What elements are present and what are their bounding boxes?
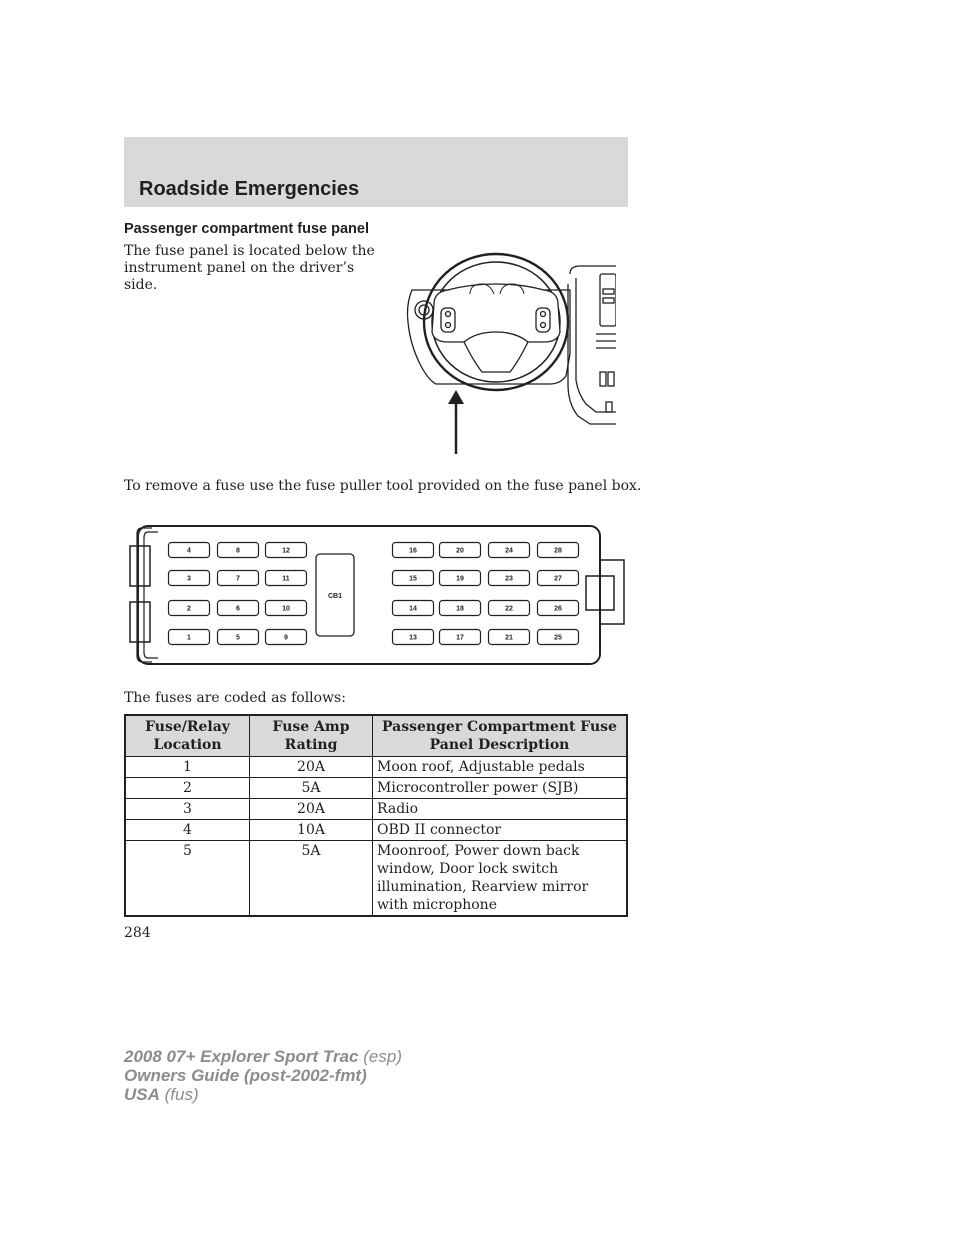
fuse-slot-label: 16 <box>409 547 417 555</box>
subheading: Passenger compartment fuse panel <box>124 221 369 237</box>
fuse-slot-label: 5 <box>236 634 240 642</box>
remove-fuse-instruction: To remove a fuse use the fuse puller tool provided on the fuse panel box. <box>124 478 642 494</box>
coded-intro: The fuses are coded as follows: <box>124 690 346 706</box>
page-number: 284 <box>124 925 151 941</box>
footer-model-code: (esp) <box>363 1047 402 1066</box>
fuse-slots <box>169 543 579 645</box>
fuse-amp: 5A <box>250 778 373 799</box>
fuse-location: 5 <box>125 841 250 917</box>
fuse-table <box>124 714 628 917</box>
table-row <box>125 757 627 778</box>
fuse-slot-label: 20 <box>456 547 464 555</box>
fuse-slot-label: 28 <box>554 547 562 555</box>
fuse-panel-diagram <box>128 524 628 666</box>
fuse-slot-label: 2 <box>187 605 191 613</box>
fuse-slot-label: 3 <box>187 575 191 583</box>
section-header-band <box>124 137 628 207</box>
fuse-slot-label: 12 <box>282 547 290 555</box>
fuse-slot-label: 17 <box>456 634 464 642</box>
table-row <box>125 841 627 917</box>
table-row <box>125 820 627 841</box>
fuse-location: 1 <box>125 757 250 778</box>
fuse-slot-label: 15 <box>409 575 417 583</box>
section-title: Roadside Emergencies <box>139 178 360 200</box>
header-location: Fuse/Relay Location <box>125 715 250 757</box>
table-row <box>125 778 627 799</box>
fuse-description: Moon roof, Adjustable pedals <box>373 757 628 778</box>
fuse-description: OBD II connector <box>373 820 628 841</box>
fuse-slot-label: 22 <box>505 605 513 613</box>
fuse-slot-label: 25 <box>554 634 562 642</box>
intro-paragraph: The fuse panel is located below the instrument panel on the driver’s side. <box>124 243 375 293</box>
fuse-slot-label: 23 <box>505 575 513 583</box>
fuse-slot-label: 14 <box>409 605 417 613</box>
fuse-location: 3 <box>125 799 250 820</box>
fuse-amp: 20A <box>250 799 373 820</box>
fuse-slot-label: 8 <box>236 547 240 555</box>
circuit-breaker-label: CB1 <box>327 593 343 600</box>
fuse-amp: 5A <box>250 841 373 917</box>
fuse-slot-label: 11 <box>282 575 290 583</box>
fuse-slot-label: 24 <box>505 547 513 555</box>
fuse-location: 2 <box>125 778 250 799</box>
fuse-slot-label: 4 <box>187 547 191 555</box>
footer-market: USA <box>124 1085 160 1104</box>
fuse-slot-label: 13 <box>409 634 417 642</box>
footer-model: 2008 07+ Explorer Sport Trac <box>124 1047 359 1066</box>
fuse-slot-label: 19 <box>456 575 464 583</box>
header-description: Passenger Compartment Fuse Panel Description <box>373 715 628 757</box>
fuse-amp: 10A <box>250 820 373 841</box>
fuse-slot-label: 9 <box>284 634 288 642</box>
fuse-slot-label: 21 <box>505 634 513 642</box>
header-amp-rating: Fuse Amp Rating <box>250 715 373 757</box>
table-row <box>125 799 627 820</box>
footer-market-code: (fus) <box>164 1085 199 1104</box>
dashboard-illustration <box>400 244 616 456</box>
fuse-slot-label: 10 <box>282 605 290 613</box>
fuse-slot-label: 1 <box>187 634 191 642</box>
fuse-location: 4 <box>125 820 250 841</box>
fuse-slot-label: 18 <box>456 605 464 613</box>
footer-guide: Owners Guide (post-2002-fmt) <box>124 1066 367 1085</box>
fuse-slot-label: 6 <box>236 605 240 613</box>
document-footer <box>124 1047 402 1104</box>
table-header-row <box>125 715 627 757</box>
fuse-description: Moonroof, Power down back window, Door lock switch illumination, Rearview mirror with microphone <box>373 841 628 917</box>
fuse-slot-label: 26 <box>554 605 562 613</box>
fuse-description: Microcontroller power (SJB) <box>373 778 628 799</box>
fuse-slot-label: 27 <box>554 575 562 583</box>
fuse-slot-label: 7 <box>236 575 240 583</box>
fuse-description: Radio <box>373 799 628 820</box>
fuse-amp: 20A <box>250 757 373 778</box>
